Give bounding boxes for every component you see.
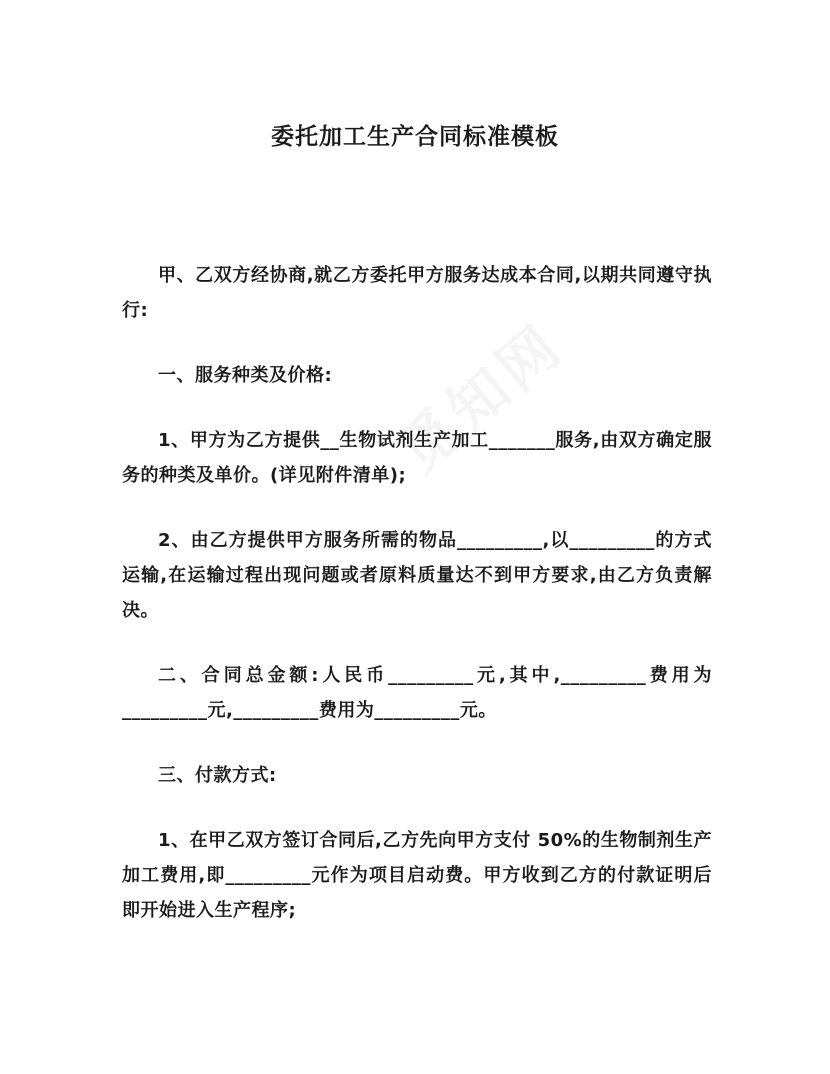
document-title: 委托加工生产合同标准模板 — [271, 124, 559, 150]
document-body — [122, 258, 712, 958]
section-heading-service: 一、服务种类及价格: — [158, 365, 333, 386]
paragraph-total-amount: 二、合同总金额:人民币_________元,其中,_________费用为_________元,_________费用为_________元。 — [122, 665, 712, 721]
section-heading-payment: 三、付款方式: — [158, 765, 277, 786]
paragraph-intro: 甲、乙双方经协商,就乙方委托甲方服务达成本合同,以期共同遵守执行: — [122, 265, 712, 321]
paragraph-payment-1: 1、在甲乙双方签订合同后,乙方先向甲方支付 50%的生物制剂生产加工费用,即_________元作为项目启动费。甲方收到乙方的付款证明后即开始进入生产程序; — [122, 830, 712, 921]
paragraph-service-2: 2、由乙方提供甲方服务所需的物品_________,以_________的方式运输,在运输过程出现问题或者原料质量达不到甲方要求,由乙方负责解决。 — [122, 530, 712, 621]
paragraph-service-1: 1、甲方为乙方提供__生物试剂生产加工_______服务,由双方确定服务的种类及单价。(详见附件清单); — [122, 430, 712, 486]
